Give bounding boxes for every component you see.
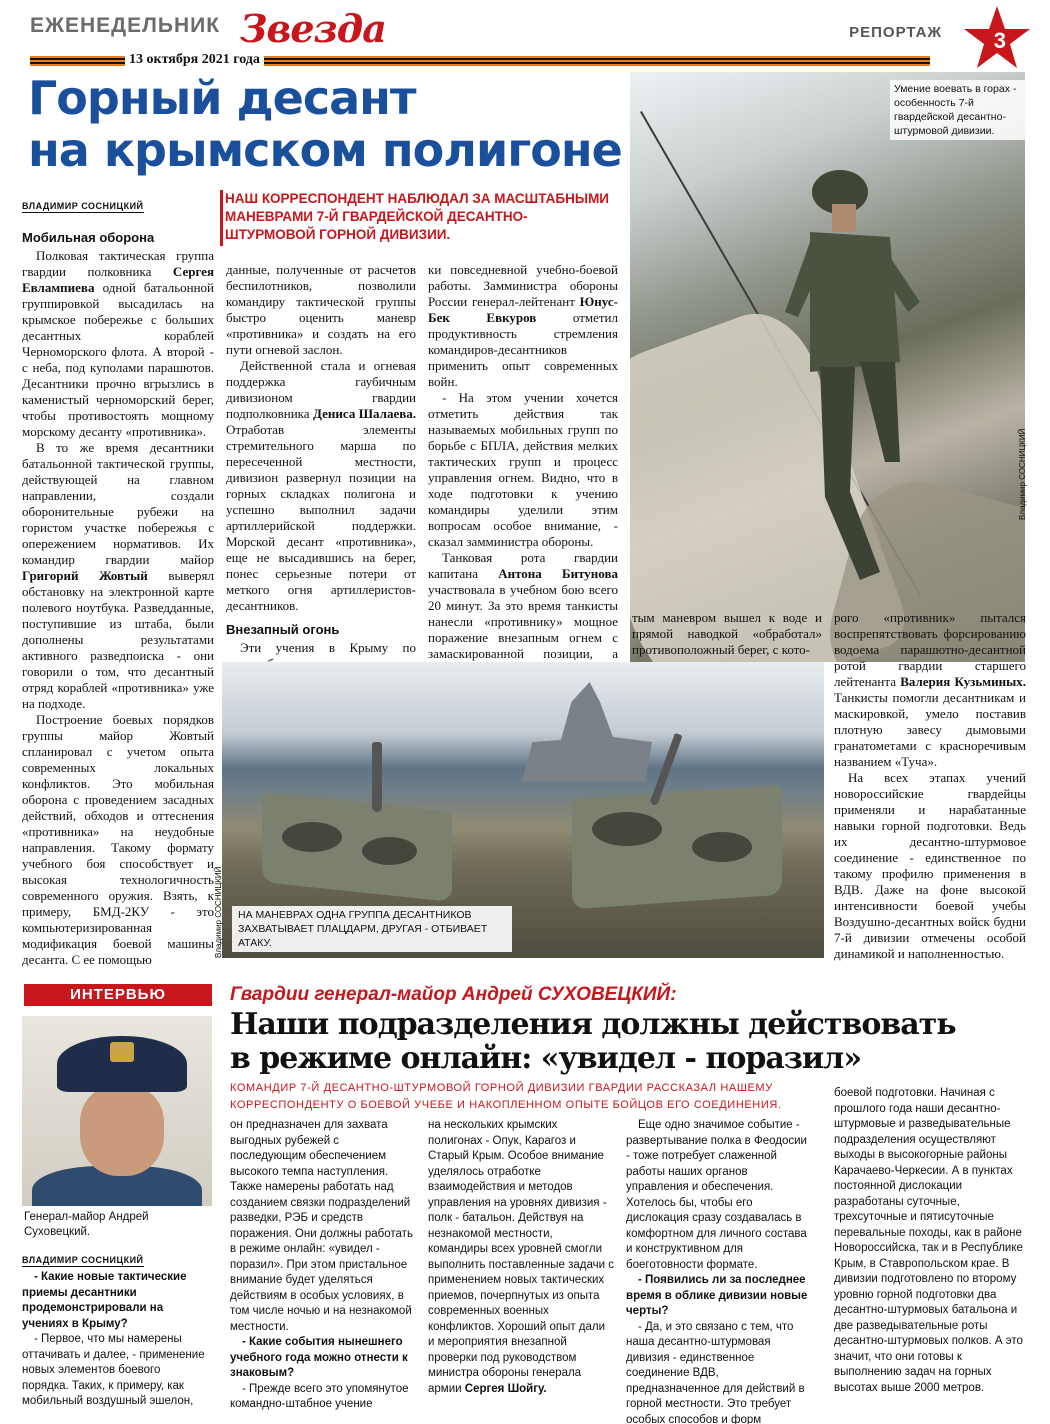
- photo-mid-caption: НА МАНЕВРАХ ОДНА ГРУППА ДЕСАНТНИКОВ ЗАХВАТЫВАЕТ ПЛАЦДАРМ, ДРУГАЯ - ОТБИВАЕТ АТАКУ.: [232, 906, 512, 952]
- question: - Какие новые тактические приемы десантники продемонстрировали на учениях в Крыму?: [22, 1271, 187, 1330]
- paragraph: [22, 440, 214, 712]
- landing-ship: [522, 682, 652, 782]
- gun-barrel: [372, 742, 382, 812]
- person-name: Сергея Евлампиева: [22, 264, 214, 295]
- interview-column-3: [428, 1118, 614, 1397]
- article-column-1: [22, 226, 214, 968]
- paragraph: данные, полученные от расчетов беспилотников, позволили командиру тактической группы быстро оценить маневр «противника» и создать на его пути огневой заслон.: [226, 262, 416, 357]
- article-headline: [28, 72, 668, 176]
- answer: - Прежде всего это упомянутое командно-штабное учение: [230, 1382, 409, 1410]
- interview-column-4: [626, 1118, 812, 1424]
- interview-kicker: Гвардии генерал-майор Андрей СУХОВЕЦКИЙ:: [230, 984, 677, 1005]
- issue-date: 13 октября 2021 года: [125, 52, 264, 68]
- interview-column-1: [22, 1270, 208, 1410]
- article-column-4: [632, 610, 822, 658]
- camo-pattern: [362, 837, 417, 865]
- interview-headline: [230, 1008, 1030, 1076]
- article-byline: [22, 196, 144, 214]
- interview-byline: [22, 1250, 144, 1268]
- masthead-weekly: ЕЖЕНЕДЕЛЬНИК: [30, 14, 221, 37]
- photo-top-credit: Владимир СОСНИЦКИЙ: [1018, 428, 1027, 520]
- page-number: 3: [993, 28, 1006, 53]
- person-name: Григорий Жовтый: [22, 568, 148, 583]
- paragraph: [226, 358, 416, 614]
- article-column-2: [226, 262, 416, 704]
- face: [80, 1086, 164, 1176]
- headline-line-2: на крымском полигоне: [28, 123, 622, 177]
- paragraph: тым маневром вышел к воде и прямой наводкой «обработал» противоположный берег, с кото-: [632, 610, 822, 657]
- masthead: [30, 6, 1030, 68]
- paragraph: [834, 610, 1026, 770]
- quote-paragraph: - На этом учении хочется отметить действия так называемых мобильных групп по борьбе с БПЛА, действия мелких тактических групп и процесс управления огнем. Видно, что в ходе подготовки к учению командиры уделили этим вопросам особое внимание, - сказал замминистра обороны.: [428, 390, 618, 549]
- photo-mid-credit: Владимир СОСНИЦКИЙ: [214, 866, 223, 958]
- section-label: РЕПОРТАЖ: [849, 24, 942, 41]
- text: выверял обстановку на электронной карте полевого ноутбука. Разведданные, поступившие из штаба, были дополнены результатами активного разведпоиска - они говорили о том, что десантный отряд кораблей «противника» уже на подходе.: [22, 568, 214, 711]
- answer: [428, 1118, 614, 1397]
- person-name: Валерия Кузьминых.: [900, 674, 1026, 689]
- answer: - Да, и это связано с тем, что наша десантно-штурмовая дивизия - единственное соединение ВДВ, предназначенное для действий в горной местности. Это требует особых способов и форм: [626, 1320, 805, 1424]
- interview-headline-line-2: в режиме онлайн: «увидел - поразил»: [230, 1041, 862, 1076]
- cap-badge-icon: [110, 1042, 134, 1062]
- interview-lead: КОМАНДИР 7-Й ДЕСАНТНО-ШТУРМОВОЙ ГОРНОЙ ДИВИЗИИ ГВАРДИИ РАССКАЗАЛ НАШЕМУ КОРРЕСПОНДЕНТУ О БОЕВОЙ УЧЕБЕ И НАКОПЛЕННОМ ОПЫТЕ БОЙЦОВ ЕГО СОЕДИНЕНИЯ.: [230, 1082, 782, 1111]
- subheading-sudden-fire: Внезапный огонь: [226, 622, 340, 637]
- interview-author-name: ВЛАДИМИР СОСНИЦКИЙ: [22, 1255, 144, 1265]
- lead-rule: [220, 190, 223, 246]
- paragraph: Построение боевых порядков группы майор Жовтый спланировал с учетом опыта современных локальных конфликтов. Это мобильная оборона с проведением засадных действий, обходов и оттеснения «противника» на неудобные направления. Такому формату учебного боя способствует и высокая технологичность современного оружия. Взять, к примеру, БМД-2КУ - это компьютеризированная модификация боевой машины десанта. С ее помощью: [22, 712, 214, 967]
- text: отметил продуктивность стремления командиров-десантников применить опыт современных войн.: [428, 310, 618, 389]
- answer: - Первое, что мы намерены оттачивать и далее, - применение новых элементов боевого порядка. Таких, к примеру, как мобильный воздушный эшелон,: [22, 1333, 205, 1407]
- person-name: Антона Битунова: [498, 566, 618, 581]
- article-column-5: [834, 610, 1026, 962]
- text: Танковая рота гвардии капитана: [428, 550, 618, 581]
- answer: боевой подготовки. Начиная с прошлого года наши десантно-штурмовые и разведывательные подразделения осуществляют выходы в высокогорные районы Карачаево-Черкесии. А в пунктах постоянной дислокации разработаны суточные, трехсуточные и пятисуточные перевальные походы, как в районе Новороссийска, так и в Республике Крым, в Ставропольском крае. В дивизии подготовлено по второму уровню горной подготовки два десантно-штурмовых батальона и две разведывательные роты десантно-штурмовых полков. А это значит, что они готовы к выполнению задач на горных высотах выше 2000 метров.: [834, 1087, 1023, 1394]
- interview-column-2: [230, 1118, 416, 1413]
- soldier-figure: [780, 162, 930, 582]
- paragraph: На всех этапах учений новороссийские гвардейцы применяли и нарабатанные навыки горной подготовки. Ведь их десантно-штурмовое соединение - единственное по такому профилю применения в ВДВ. Даже на фоне высокой интенсивности боевой учебы Воздушно-десантных войск будни 7-й дивизии отмечены особой динамикой и наполненностью.: [834, 770, 1026, 961]
- camo-pattern: [592, 812, 662, 846]
- text: на нескольких крымских полигонах - Опук, Карагоз и Старый Крым. Особое внимание уделялось отработке взаимодействия и методов управления на уровнях дивизия - полк - батальон. Действуя на незнакомой местности, командиры всех уровней смогли выполнить поставленные задачи с применением новых тактических приемов, почерпнутых из опыта современных военных конфликтов. Хороший опыт дали и мероприятия внезапной проверки под руководством министра обороны генерала армии: [428, 1119, 614, 1395]
- question: - Какие события нынешнего учебного года можно отнести к знаковым?: [230, 1336, 408, 1379]
- interview-column-5: [834, 1086, 1026, 1396]
- text: рого «противник» пытался воспрепятствовать форсированию водоема парашютно-десантной ротой гвардии старшего лейтенанта: [834, 610, 1026, 689]
- answer: он предназначен для захвата выгодных рубежей с последующим обеспечением высокого темпа наступления. Также намерены работать над созданием связки подразделений разведки, РЭБ и средств поражения. Они должны работать в режиме онлайн: «увидел - поразил». При этом пристальное внимание будет уделяться действиям в особых условиях, в том числе ночью и на незнакомой местности.: [230, 1119, 413, 1333]
- photo-top-caption: Умение воевать в горах - особенность 7-й гвардейской десантно-штурмовой дивизии.: [890, 80, 1030, 140]
- camo-pattern: [692, 832, 752, 862]
- person-name: Юнус-Бек Евкуров: [428, 294, 618, 325]
- camo-pattern: [282, 822, 342, 852]
- subheading-mobile-defense: Мобильная оборона: [22, 230, 155, 245]
- article-lead: НАШ КОРРЕСПОНДЕНТ НАБЛЮДАЛ ЗА МАСШТАБНЫМИ МАНЕВРАМИ 7-Й ГВАРДЕЙСКОЙ ДЕСАНТНО-ШТУРМОВОЙ ГОРНОЙ ДИВИЗИИ.: [225, 191, 610, 242]
- article-column-3: [428, 262, 618, 678]
- text: Действенной стала и огневая поддержка гаубичным дивизионом гвардии подполковника: [226, 358, 416, 421]
- photo-armored-vehicles: [222, 662, 824, 958]
- person-name: Сергея Шойгу.: [464, 1382, 547, 1395]
- question: - Появились ли за последнее время в облике дивизии новые черты?: [626, 1274, 808, 1317]
- paragraph: [428, 550, 618, 678]
- photo-climbing-soldier: [630, 72, 1025, 662]
- text: Танкисты помогли десантникам и маскировкой, умело поставив плотную завесу дымовыми гранатометами с красноречивым названием «Туча».: [834, 690, 1026, 769]
- text: Полковая тактическая группа гвардии полковника: [22, 248, 214, 279]
- interview-headline-line-1: Наши подразделения должны действовать: [230, 1007, 956, 1042]
- portrait-photo: [22, 1016, 212, 1206]
- paragraph: Эти учения в Крыму по: [240, 640, 416, 655]
- headline-line-1: Горный десант: [28, 71, 416, 125]
- text: В то же время десантники батальонной тактической группы, действующей на главном направлении, создали оборонительные рубежи на гористом участке побережья с опережением нормативов. Их командир гвардии майор: [22, 440, 214, 567]
- text: участвовала в учебном бою всего 20 минут. За это время танкисты нанесли «противнику» мощное поражение внезапным огнем с замаскированной позиции, а: [428, 582, 618, 661]
- person-name: Дениса Шалаева.: [313, 406, 416, 421]
- paragraph: [22, 248, 214, 440]
- portrait-caption: Генерал-майор Андрей Суховецкий.: [24, 1211, 149, 1238]
- text: одной батальонной группировкой высадилась на крымское побережье с больших десантных кораблей Черноморского флота. А второй - с неба, под куполами парашютов. Десантники прочно вгрызлись в каменистый черноморский берег, чтобы противостоять мощному морскому десанту «противника».: [22, 280, 214, 439]
- paragraph: [428, 262, 618, 390]
- answer: Еще одно значимое событие - развертывание полка в Феодосии - тоже потребует слаженной работы наших органов управления и обеспечения. Хотелось бы, чтобы его дислокация сразу создавалась в комфортном для личного состава и конструктивном для боеготовности формате.: [626, 1119, 807, 1271]
- author-name: ВЛАДИМИР СОСНИЦКИЙ: [22, 201, 144, 211]
- text: ки повседневной учебно-боевой работы. Замминистра обороны России генерал-лейтенант: [428, 262, 618, 309]
- masthead-brand-logo: Звезда: [240, 6, 386, 51]
- text: Отработав элементы стремительного марша по пересеченной местности, дивизион развернул позиции на горных складках полигона и успешно выполнил задачи артиллерийской поддержки. Морской десант «противника», еще не высадившись на берег, понес серьезные потери от меткого огня артиллеристов-десантников.: [226, 422, 416, 613]
- interview-tag: ИНТЕРВЬЮ: [24, 984, 212, 1006]
